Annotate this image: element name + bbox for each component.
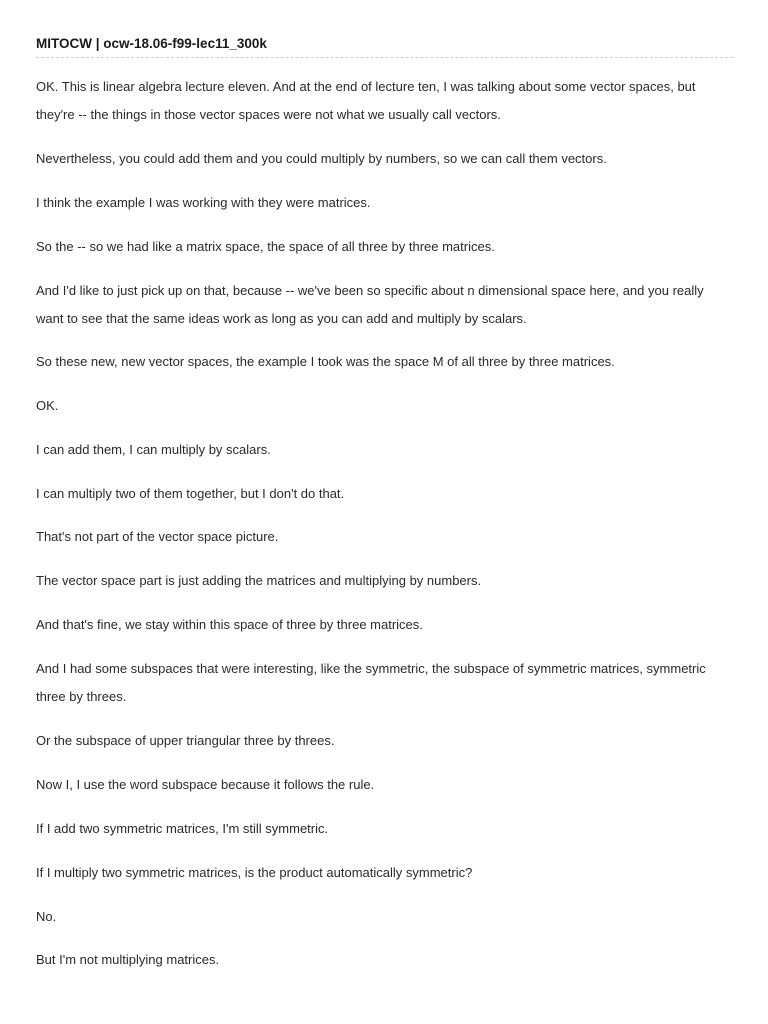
transcript-paragraph: And I had some subspaces that were interesting, like the symmetric, the subspace of symmetric matrices, symmetric three by threes. <box>36 661 706 704</box>
transcript-paragraph: But I'm not multiplying matrices. <box>36 952 220 967</box>
transcript-paragraph: So the -- so we had like a matrix space, the space of all three by three matrices. <box>36 239 495 254</box>
transcript-paragraph: The vector space part is just adding the matrices and multiplying by numbers. <box>36 573 482 588</box>
transcript-paragraph: If I multiply two symmetric matrices, is the product automatically symmetric? <box>36 865 473 880</box>
transcript-paragraph: OK. <box>36 398 59 413</box>
transcript-paragraph: I can add them, I can multiply by scalars. <box>36 442 271 457</box>
document-header <box>36 0 733 58</box>
transcript-paragraph: I can multiply two of them together, but I don't do that. <box>36 486 345 501</box>
document-title: MITOCW | ocw-18.06-f99-lec11_300k <box>36 36 267 51</box>
transcript-paragraph: I think the example I was working with they were matrices. <box>36 195 371 210</box>
transcript-paragraph: And that's fine, we stay within this space of three by three matrices. <box>36 617 423 632</box>
transcript-paragraph: That's not part of the vector space picture. <box>36 529 279 544</box>
transcript-paragraph: If I add two symmetric matrices, I'm still symmetric. <box>36 821 329 836</box>
transcript-paragraph: Nevertheless, you could add them and you could multiply by numbers, so we can call them vectors. <box>36 151 607 166</box>
transcript-paragraph: No. <box>36 909 57 924</box>
transcript-paragraph: And I'd like to just pick up on that, because -- we've been so specific about n dimensional space here, and you really want to see that the same ideas work as long as you can add and multiply by scalars. <box>36 283 704 326</box>
transcript-paragraph: OK. This is linear algebra lecture eleven. And at the end of lecture ten, I was talking about some vector spaces, but they're -- the things in those vector spaces were not what we usually call vectors. <box>36 79 696 122</box>
document-page <box>36 0 733 974</box>
transcript-paragraph: Now I, I use the word subspace because it follows the rule. <box>36 777 375 792</box>
transcript-paragraph: Or the subspace of upper triangular three by threes. <box>36 733 335 748</box>
transcript-paragraph: So these new, new vector spaces, the example I took was the space M of all three by three matrices. <box>36 354 615 369</box>
transcript-body <box>36 58 733 974</box>
